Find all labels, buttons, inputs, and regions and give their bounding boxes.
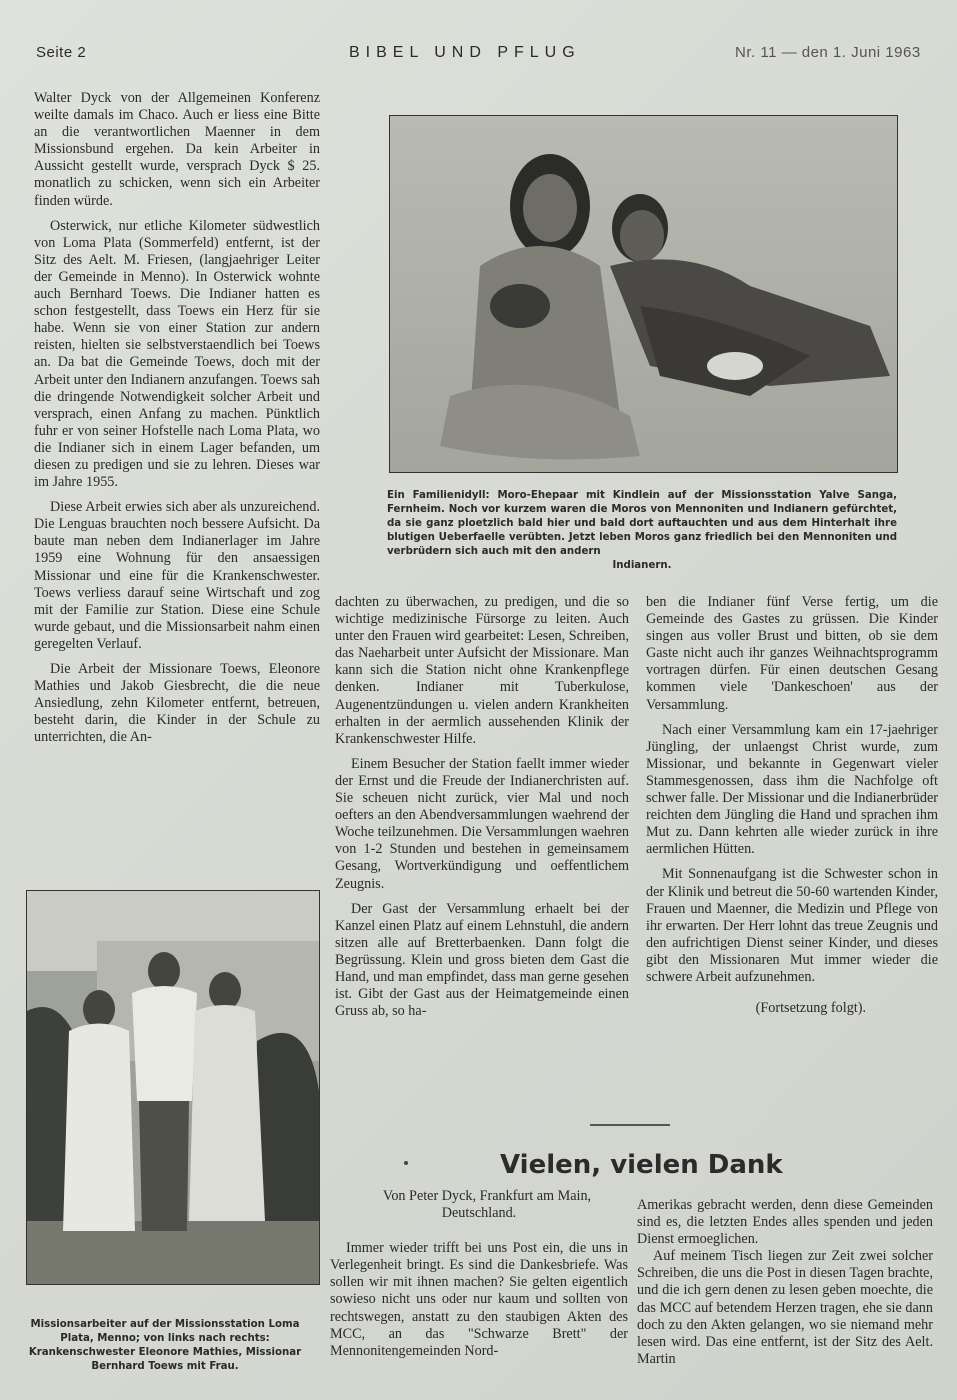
caption-text: Ein Familienidyll: Moro-Ehepaar mit Kindlein auf der Missionsstation Yalve Sanga, Fernheim. Noch vor kurzem waren die Moros von Mennoniten und Indianern gefürchtet, da sie ganz ploetzlich bald hier und bald dort auftauchten und aus dem Hinterhalt ihre blutigen Ueberfaelle verübten. Jetzt leben Moros ganz friedlich bei den Mennoniten und verbrüdern sich auch mit den andern — [387, 490, 897, 557]
photo-caption-missionaries: Missionsarbeiter auf der Missionsstation Loma Plata, Menno; von links nach rechts: Krankenschwester Eleonore Mathies, Missionar Bernhard Toews mit Frau. — [28, 1319, 302, 1372]
paragraph: Diese Arbeit erwies sich aber als unzureichend. Die Lenguas brauchten noch bessere Aufsicht. Da baute man neben dem Indianerlager im Jahre 1959 eine Wohnung für den ansaessigen Missionar und eine für die Krankenschwester. Toews verliess darauf seine Wirtschaft und zog mit der Familie zur Station. Diese eine Schule wurde gebaut, und die Missionsarbeit nahm einen geregelten Verlauf. — [34, 499, 320, 652]
article-column-3 — [646, 594, 938, 1017]
paragraph: dachten zu überwachen, zu predigen, und die so wichtige medizinische Fürsorge zu leiten. Auch unter den Frauen wird gearbeitet: Lesen, Schreiben, das Naeharbeit unter Aufsicht der Missionare. Man kann sich die Station nicht ohne Krankenpflege denken. Indianer mit Tuberkulose, Augenentzündungen u. vielen andern Krankheiten erhalten in der aermlich aussehenden Klinik der Krankenschwester Hilfe. — [335, 594, 629, 747]
paragraph: Auf meinem Tisch liegen zur Zeit zwei solcher Schreiben, die uns die Post in diesen Tagen brachte, und die ich gern denen zu lesen geben moechte, die das MCC auf betendem Herzen tragen, ehe sie dann doch zu den Akten gelangen, wo sie niemand mehr lesen wird. Das eine entfernt, ist der Sitz des Aelt. Martin — [637, 1248, 933, 1367]
paragraph: Immer wieder trifft bei uns Post ein, die uns in Verlegenheit bringt. Es sind die Dankesbriefe. Was sollen wir mit ihnen machen? Sie gelten eigentlich sowieso nicht uns oder nur kaum und sollten von rechtswegen, anstatt zu den staubigen Akten des MCC, an das "Schwarze Brett" der Mennonitengemeinden Nord- — [330, 1240, 628, 1359]
page-number: Seite 2 — [36, 44, 87, 61]
paragraph: Einem Besucher der Station faellt immer wieder der Ernst und die Freude der Indianerchristen auf. Sie scheuen nicht zurück, vier Mal und noch oefters an den Abendversammlungen waehrend der Woche teilzunehmen. Die Versammlungen waehren von 1-2 Stunden und bestehen in gemeinsamem Gesang, Wortverkündigung und oeffentlichem Zeugnis. — [335, 755, 629, 892]
article2-column-left — [330, 1188, 628, 1360]
paragraph: Die Arbeit der Missionare Toews, Eleonore Mathies und Jakob Giesbrecht, die die neue Ansiedlung, zehn Kilometer entfernt, betreuen, besteht darin, die Kinder in der Schule zu unterrichten, die An- — [34, 661, 320, 746]
bullet-dot — [404, 1161, 408, 1165]
issue-date: Nr. 11 — den 1. Juni 1963 — [735, 44, 921, 61]
article2-column-right — [637, 1197, 933, 1368]
article-headline: Vielen, vielen Dank — [500, 1150, 783, 1180]
article-column-2 — [335, 594, 629, 1020]
photo-caption-family — [387, 489, 897, 573]
family-photo — [389, 115, 898, 473]
paragraph: Der Gast der Versammlung erhaelt bei der Kanzel einen Platz auf einem Lehnstuhl, die andern sitzen alle auf Bretterbaenken. Dann folgt die Begrüssung. Klein und gross bieten dem Gast die Hand, und man empfindet, dass man gerne gesehen ist. Gibt der Gast aus der Heimatgemeinde einen Gruss ab, so ha- — [335, 900, 629, 1020]
paragraph: Amerikas gebracht werden, denn diese Gemeinden sind es, die letzten Endes alles spenden und jeden Dienst ermoeglichen. — [637, 1197, 933, 1248]
continuation-note: (Fortsetzung folgt). — [755, 1000, 866, 1017]
byline: Von Peter Dyck, Frankfurt am Main, Deutschland. — [382, 1188, 592, 1222]
paragraph: Mit Sonnenaufgang ist die Schwester schon in der Klinik und betreut die 50-60 wartenden Kinder, Frauen und Maenner, die Medizin und Pflege von ihr erwarten. Der Herr lohnt das treue Zeugnis und den aufrichtigen Dienst seiner Kinder, und dieses gibt den Missionaren Mut immer wieder die schwere Arbeit aufzunehmen. — [646, 866, 938, 985]
section-divider — [590, 1124, 670, 1126]
newspaper-title: BIBEL UND PFLUG — [349, 44, 581, 61]
paragraph: Nach einer Versammlung kam ein 17-jaehriger Jüngling, der unlaengst Christ wurde, zum Missionar, und bekannte in Gegenwart vieler Stammesgenossen, dass ihm die Nachfolge oft schwer falle. Der Missionar und die Indianerbrüder reichten dem Jüngling die Hand und sprachen ihm Mut zu. Dann kehrten alle wieder zurück in ihre aermlichen Hütten. — [646, 721, 938, 858]
article-column-1 — [34, 90, 320, 746]
paragraph: Osterwick, nur etliche Kilometer südwestlich von Loma Plata (Sommerfeld) entfernt, ist der Sitz des Aelt. M. Friesen, (langjaehriger Leiter der Gemeinde in Menno). In Osterwick wohnte auch Bernhard Toews. Die Indianer hatten es schon festgestellt, dass Toews ein Herz für sie habe. Wenn sie von einer Station zur andern reisten, hielten sie selbstverstaendlich bei Toews an. Da bat die Gemeinde Toews, doch mit der Arbeit unter den Indianern anzufangen. Toews sah die dringende Notwendigkeit solcher Arbeit und versprach, einen Anfang zu machen. Pünktlich fuhr er von seiner Hofstelle nach Loma Plata, wo die Indianer sich in einem Lager befanden, um diesen zu predigen und sie zu lehren. Dieses war im Jahre 1955. — [34, 217, 320, 491]
paragraph: ben die Indianer fünf Verse fertig, um die Gemeinde des Gastes zu grüssen. Die Kinder singen aus voller Brust und bitten, ob sie dem Gaste nicht auch ihr ganzes Weihnachtsprogramm vortragen dürfen. Für einen deutschen Gesang kommen viele 'Dankeschoen' aus der Versammlung. — [646, 594, 938, 713]
caption-text-end: Indianern. — [612, 560, 672, 571]
paragraph: Walter Dyck von der Allgemeinen Konferenz weilte damals im Chaco. Auch er liess eine Bitte an die verantwortlichen Maenner in dem Missionsbund ergehen. Da kein Arbeiter in Aussicht gestellt wurde, versprach Dyck $ 25. monatlich zu schicken, wenn sich ein Arbeiter finden würde. — [34, 90, 320, 209]
missionaries-photo — [26, 890, 320, 1285]
